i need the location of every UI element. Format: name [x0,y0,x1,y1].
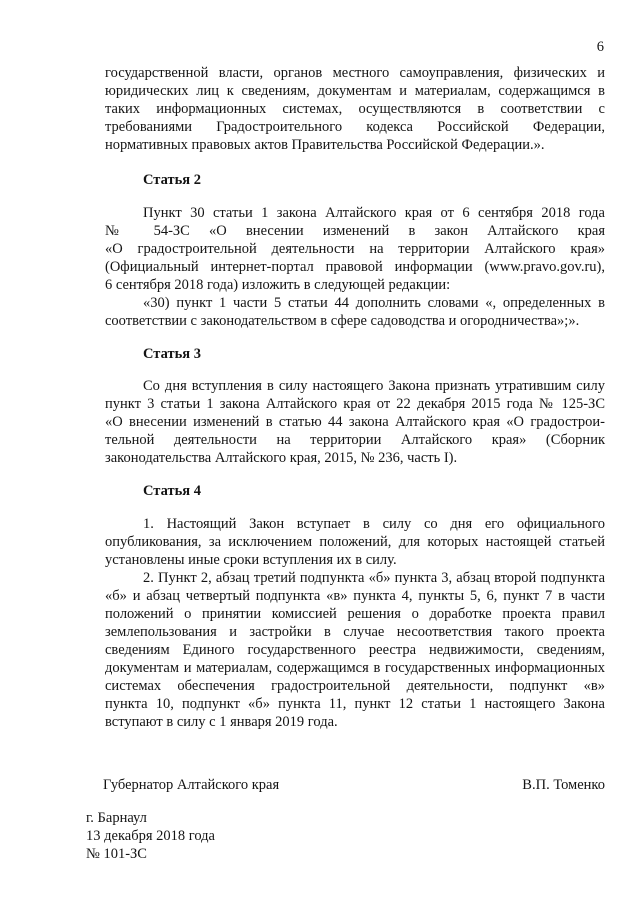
text-line: опубликования, за исключением положений, для которых настоящей статьей [105,534,605,550]
text-line: «О внесении изменений в статью 44 закона Алтайского края «О градострои- [105,414,605,430]
article-4-body [105,515,605,731]
text-line: государственной власти, органов местного самоуправления, физических и [105,65,605,81]
text-line: таких информационных системах, осуществляются в соответствии с [105,101,605,117]
continuation-paragraph [105,64,605,154]
text-line: 1. Настоящий Закон вступает в силу со дня его официального [143,516,605,532]
text-line: требованиями Градостроительного кодекса Российской Федерации, [105,119,605,135]
text-line: вступают в силу с 1 января 2019 года. [105,714,338,730]
text-line: сведениям Единого государственного реестра недвижимости, сведениям, [105,642,605,658]
article-3-body [105,377,605,467]
page-number: 6 [596,39,604,55]
text-line: Со дня вступления в силу настоящего Закона признать утратившим силу [143,378,605,394]
text-line: установлены иные сроки вступления их в силу. [105,552,397,568]
text-line: документам и материалам, содержащимся в государственных информационных [105,660,605,676]
article-2-heading: Статья 2 [143,172,201,188]
text-line: юридических лиц к сведениям, документам и материалам, содержащимся в [105,83,605,99]
law-details [86,809,386,863]
text-line: 6 сентября 2018 года) изложить в следующей редакции: [105,277,451,293]
article-4-heading: Статья 4 [143,483,201,499]
law-number: № 101-ЗС [86,846,147,862]
text-line: пункт 3 статьи 1 закона Алтайского края от 22 декабря 2015 года № 125-ЗС [105,396,605,412]
text-line: нормативных правовых актов Правительства Российской Федерации.». [105,137,545,153]
signatory-position: Губернатор Алтайского края [103,777,280,793]
text-line: положений о принятии комиссией решения о доработке проекта правил [105,606,605,622]
text-line: соответствии с законодательством в сфере садоводства и огородничества»;». [105,313,580,329]
text-line: Пункт 30 статьи 1 закона Алтайского края от 6 сентября 2018 года [143,205,605,221]
text-line: «б» и абзац четвертый подпункта «в» пункта 4, пункты 5, 6, пункт 7 в части [105,588,605,604]
text-line: «О градостроительной деятельности на территории Алтайского края» [105,241,605,257]
text-line: тельной деятельности на территории Алтайского края» (Сборник [105,432,605,448]
text-line: 2. Пункт 2, абзац третий подпункта «б» пункта 3, абзац второй подпункта [143,570,605,586]
article-2-body [105,204,605,330]
text-line: системах обеспечения градостроительной деятельности, подпункт «в» [105,678,605,694]
text-line: землепользования и застройки в случае несоответствия такого проекта [105,624,605,640]
signature-line [103,776,605,794]
text-line: законодательства Алтайского края, 2015, № 236, часть I). [105,450,458,466]
text-line: (Официальный интернет-портал правовой информации (www.pravo.gov.ru), [105,259,605,275]
city: г. Барнаул [86,810,147,826]
article-4-heading-block [105,482,605,500]
text-line: пункта 10, подпункт «б» пункта 11, пункт 12 статьи 1 настоящего Закона [105,696,605,712]
article-3-heading-block [105,345,605,363]
signatory-name: В.П. Томенко [522,777,605,793]
article-3-heading: Статья 3 [143,346,201,362]
signing-date: 13 декабря 2018 года [86,828,215,844]
article-2-heading-block [105,171,605,189]
text-line: № 54-ЗС «О внесении изменений в закон Алтайского края [105,223,605,239]
text-line: «30) пункт 1 части 5 статьи 44 дополнить словами «, определенных в [143,295,605,311]
